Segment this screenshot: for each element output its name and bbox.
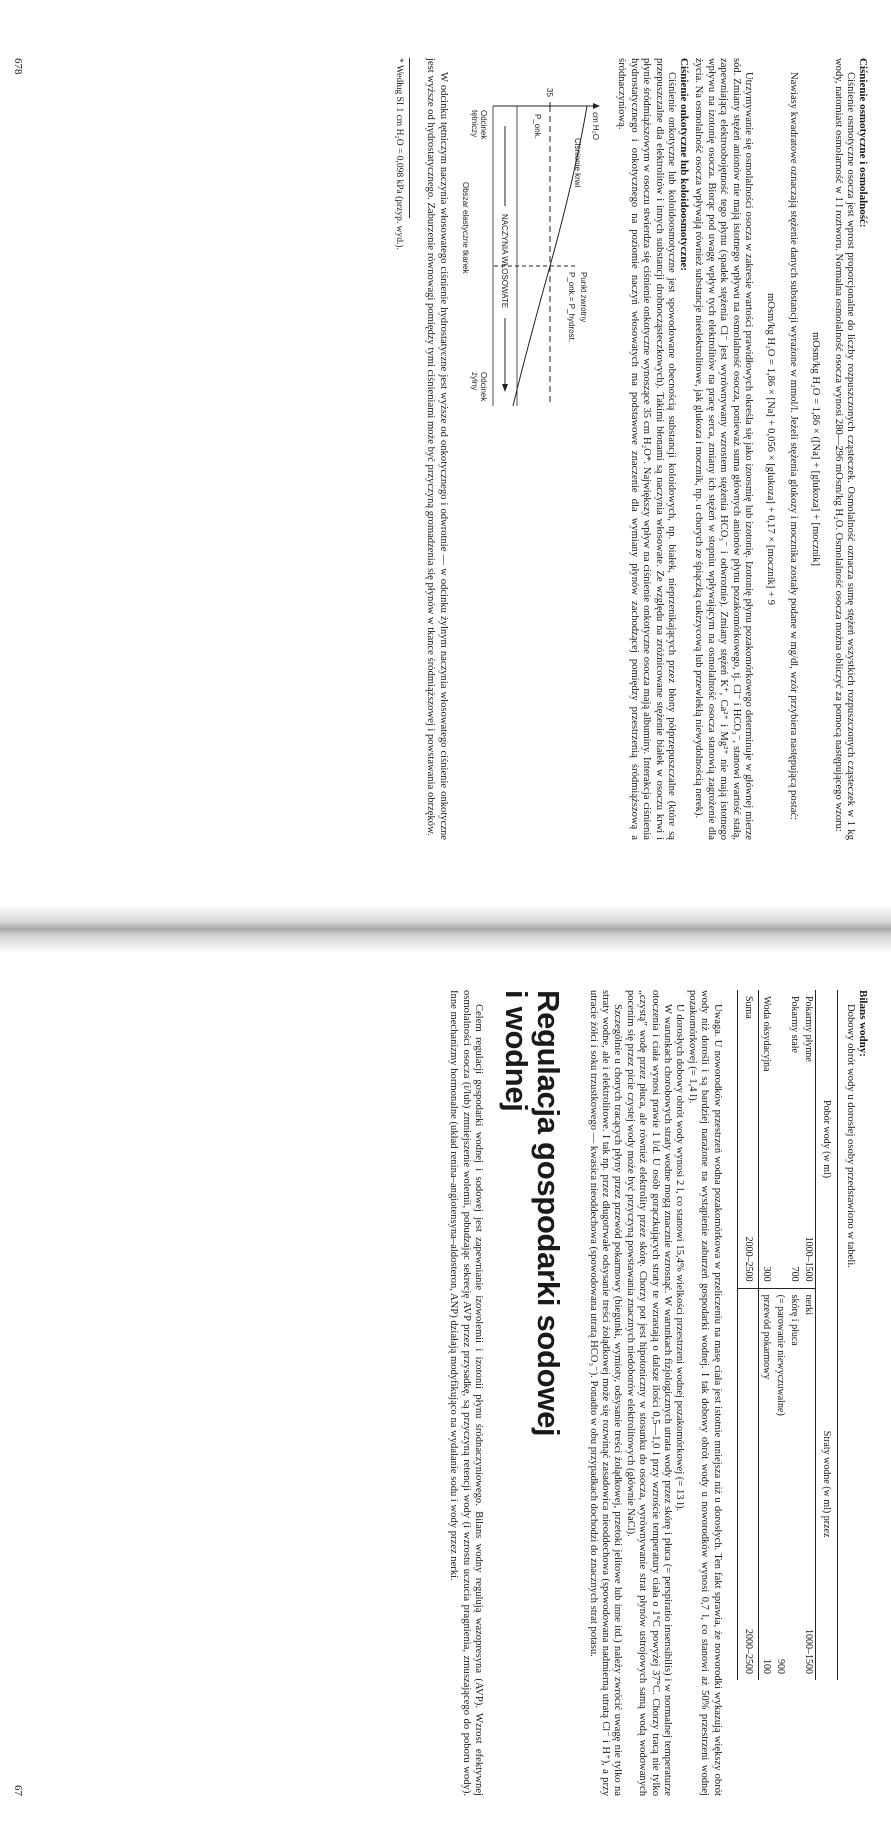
oncotic-paragraph: Ciśnienie onkotyczne lub koloidoosmotyczne jest spowodowane obecnością substancji koloidowych, np. białek, nieprzenikających przez błony półprzepuszczalne (które są przepuszczalne dla elektrolitów i innych substancji drobnocząsteczkowych). Takimi błonami są naczynia włosowate. Ze względu na zróżnicowane stężenie białek w osoczu krwi i płynie śródmiąższowym w osoczu stwierdza się ciśnienie onkotyczne wynoszące 35 cm H₂O*. Największy wpływ na ciśnienie onkotyczne osocza mają albuminy. Interakcja ciśnienia hydrostatycznego i onkotycznego na poziomie naczyń włosowatych ma podstawowe znaczenie dla wymiany płynów zachodzącej pomiędzy przestrzenią śródmiąższową a śródnaczyniową. bbox=[616, 58, 677, 840]
table-row bbox=[773, 990, 787, 1680]
arterial-label-2: tętniczy bbox=[469, 110, 479, 138]
loss-item: skórę i płuca bbox=[787, 1288, 801, 1563]
loss-value: 1000–1500 bbox=[802, 1629, 814, 1674]
intake-item: Pokarmy stałe bbox=[788, 996, 800, 1053]
footnote-rule bbox=[409, 58, 410, 218]
y-tick-35: 35 bbox=[544, 88, 554, 97]
turning-point-equation: P_onk.= P_hydrost. bbox=[566, 272, 576, 343]
y-unit-label: cm H₂O bbox=[590, 112, 600, 140]
right-page bbox=[0, 960, 891, 1836]
osmolality-paragraph: Ciśnienie osmotyczne osocza jest wprost proporcjonalne do liczby rozpuszczonych cząsteczek. Osmolalność oznacza sumę stężeń wszystkich rozpuszczonych cząsteczek w 1 kg wody, natomiast osmolarność w 1 l roztworu. Normalna osmolalność osocza wynosi 280—296 mOsm/kg H₂O. Osmolalność osocza można obliczyć za pomocą następującego wzoru: bbox=[832, 58, 856, 840]
book-gutter bbox=[0, 905, 891, 953]
table-row bbox=[758, 990, 773, 1680]
loss-value: 100 bbox=[760, 1659, 772, 1674]
section-title bbox=[499, 990, 567, 1796]
adult-note: U dorosłych dobowy obrót wody wynosi 2 l, co stanowi 15,4% wielkości przestrzeni wodnej pozakomórkowej (= 13 l). bbox=[674, 1004, 686, 1512]
footnote: * Według SI 1 cm H₂O = 0,098 kPa (przyp. wyd.). bbox=[394, 58, 405, 250]
gi-losses-paragraph: Szczególnie u chorych tracących płyny przez przewód pokarmowy (biegunki, wymioty, odsysanie treści żołądkowej, przetoki jelitowe lub inne itd.) należy zwrócić uwagę nie tylko na straty wodne, ale i elektrolitowe. I tak np. przez długotrwałe odsysanie treści żołądkowej może się rozwinąć zasadowica nieoddechowa (spowodowana nadmierną utratą Cl⁻ i H⁺), a przy utracie żółci i soku trzustkowego — kwasica nieoddechowa (spowodowana utratą HCO₃⁻). Ponadto w obu przypadkach dochodzi do znacznych strat potasu. bbox=[587, 990, 624, 1796]
turning-point-label: Punkt zwrotny bbox=[578, 272, 588, 323]
water-balance-table bbox=[737, 990, 838, 1680]
loss-item: przewód pokarmowy bbox=[758, 1288, 773, 1563]
tissue-space-label: Obszar elastyczne tkanek bbox=[460, 182, 470, 274]
intake-value: 700 bbox=[788, 1266, 800, 1282]
p-onk-label: P_onk. bbox=[532, 114, 542, 139]
page-number-left: 678 bbox=[12, 58, 24, 75]
table-sum-row bbox=[737, 990, 758, 1680]
osmolality-heading: Ciśnienie osmotyczne i osmolalność: bbox=[857, 58, 869, 228]
water-balance-heading: Bilans wodny: bbox=[857, 990, 869, 1057]
venous-label-2: żylny bbox=[469, 372, 479, 391]
flow-arrowhead bbox=[502, 384, 508, 392]
intake-item: Pokarmy płynne bbox=[802, 996, 814, 1062]
sum-label: Suma bbox=[737, 990, 758, 1170]
osmolality-formula-2: mOsm/kg H₂O = 1,86 × [Na] + 0,056 × [glukoza] + 0,17 × [mocznik] + 9 bbox=[765, 292, 777, 606]
osmolality-formula-1: mOsm/kg H₂O = 1,86 × ([Na] + [glukoza] + [mocznik] bbox=[810, 331, 822, 567]
water-balance-intro: Dobowy obrót wody u dorosłej osoby przedstawiono w tabeli. bbox=[845, 1004, 856, 1268]
section-title-line-2: i wodnej bbox=[499, 990, 535, 1112]
sum-losses: 2000–2500 bbox=[737, 1563, 758, 1680]
intake-value: 300 bbox=[760, 1266, 772, 1282]
table-header-losses: Straty wodne (w ml) przez bbox=[815, 1288, 837, 1680]
loss-item: nerki bbox=[801, 1288, 816, 1563]
vessel-label: NACZYNIA WŁOSOWATE bbox=[499, 214, 509, 309]
newborn-note: Uwaga. U noworodków przestrzeń wodna pozakomórkowa w przeliczeniu na masę ciała jest istotnie mniejsza niż u dorosłych. Ten fakt sprawia, że noworodki wykazują większy obrót wody niż dorośli i są bardziej narażone na wystąpienie zaburzeń gospodarki wodnej. I tak dobowy obrót wody u noworodków wynosi 0,7 l, co stanowi aż 50% przestrzeni wodnej pozakomórkowej (= 1,4 l). bbox=[686, 990, 723, 1796]
intake-item bbox=[773, 990, 787, 1170]
disease-losses-paragraph: W warunkach chorobowych straty wodne mogą znacznie wzrosnąć. W warunkach fizjologicznych utrata wody przez skórę i płuca (= perspiratio insensibilis) i w normalnej temperaturze otoczenia i ciała wynosi prawie 1 l/d. U osób gorączkujących straty te wzrastają o dalsze ilości 0,5—1,0 l przy wzroście temperatury ciała o 1°C powyżej 37°C. Chorzy tracą nie tylko „czystą” wodę przez płuca, ale również elektrolity przez skórę. Chorzy pot jest hipotoniczny w stosunku do osocza, wyrównywanie strat płynów ustrojowych samą wodą wodowanych pocenim się przez picie czystej wody może być przyczyną powstawania znacznych niedoborów elektrolitowych (głównie NaCl). bbox=[624, 990, 673, 1796]
curve-label: Ciśnienie krwi bbox=[572, 138, 582, 188]
section-title-line-1: Regulacja gospodarki sodowej bbox=[531, 990, 567, 1437]
isotonia-paragraph: Utrzymywanie się osmolalności osocza w zakresie wartości prawidłowych określa się jako izoosmię lub izotonię. Izotonię płynu pozakomórkowego determinuje w głównej mierze sód. Zmiany stężeń anionów nie mają istotnego wpływu na osmolalność osocza, ponieważ suma głównych anionów płynu pozakomórkowego, tj. Cl⁻ i HCO₃⁻, stanowi wartość stałą, zapewniającą elektroobojętność tego płynu (spadek stężenia Cl⁻ jest wyrównywany wzrostem stężenia HCO₃⁻ i odwrotnie). Zmiany stężeń K⁺, Ca²⁺ i Mg²⁺ nie mają istotnego wpływu na izotonię osocza. Biorąc pod uwagę wpływ tych elektrolitów na pracę serca, zmiany ich stężeń w stopniu wpływającym na osmolalność osocza stanowią zagrożenie dla życia. Na osmolalność osocza wpływają również substancje nieelektrolitowe, jak glukoza i mocznik, np. u chorych ze śpiączką cukrzycową lub przewlekłą niewydolnością nerek). bbox=[693, 58, 754, 840]
loss-value: 900 bbox=[774, 1659, 786, 1674]
table-row bbox=[801, 990, 816, 1680]
table-header-intake: Pobór wody (w ml) bbox=[815, 990, 837, 1288]
venous-label-1: Odcinek bbox=[478, 372, 488, 402]
table-row bbox=[787, 990, 801, 1680]
formula-explanation: Nawiasy kwadratowe oznaczają stężenie danych substancji wyrażone w mmol/l. Jeżeli stężenia glukozy i mocznika zostały podane w mg/dl, wzór przybiera następującą postać: bbox=[787, 72, 799, 821]
loss-value bbox=[787, 1563, 801, 1680]
left-page bbox=[0, 0, 891, 900]
sum-intake: 2000–2500 bbox=[737, 1170, 758, 1288]
intake-value: 1000–1500 bbox=[802, 1236, 814, 1282]
capillary-pressure-diagram bbox=[455, 86, 605, 446]
intake-item: Woda oksydacyjna bbox=[760, 996, 772, 1072]
capillary-paragraph: W odcinku tętniczym naczynia włosowatego ciśnienie hydrostatyczne jest wyższe od onkotycznego i odwrotnie — w odcinku żylnym naczynia włosowatego ciśnienie onkotyczne jest wyższe od hydrostatycznego. Zaburzenie równowagi pomiędzy tymi ciśnieniami może być przyczyną gromadzenia się płynów w tkance śródmiąższowej i powstawania obrzęków. bbox=[425, 58, 449, 840]
arterial-label-1: Odcinek bbox=[478, 110, 488, 140]
loss-item: (= parowanie niewyczuwalne) bbox=[773, 1288, 787, 1563]
page-number-right: 67 bbox=[12, 1785, 24, 1796]
oncotic-heading: Ciśnienie onkotyczne lub koloidoosmotyczne: bbox=[677, 58, 690, 271]
regulation-paragraph: Celem regulacji gospodarki wodnej i sodowej jest zapewnianie izowolemii i izotonii płynu śródnaczyniowego. Bilans wodny regulują wazopresyna (AVP). Wzrost efektywnej osmolalności osocza (i/lub) zmniejszenie wolemii, pobudzając sekrecję AVP przez przysadkę, są przyczyną retencji wody (i wzrostu uczucia pragnienia, zmuszającego do poboru wody). Inne mechanizmy hormonalne (układ renina–angiotensyna–aldosteron, ANP) działają modyfikująco na wydalanie sodu i wody przez nerki. bbox=[448, 990, 485, 1796]
intake-value bbox=[773, 1170, 787, 1288]
y-axis-arrow bbox=[593, 103, 600, 109]
